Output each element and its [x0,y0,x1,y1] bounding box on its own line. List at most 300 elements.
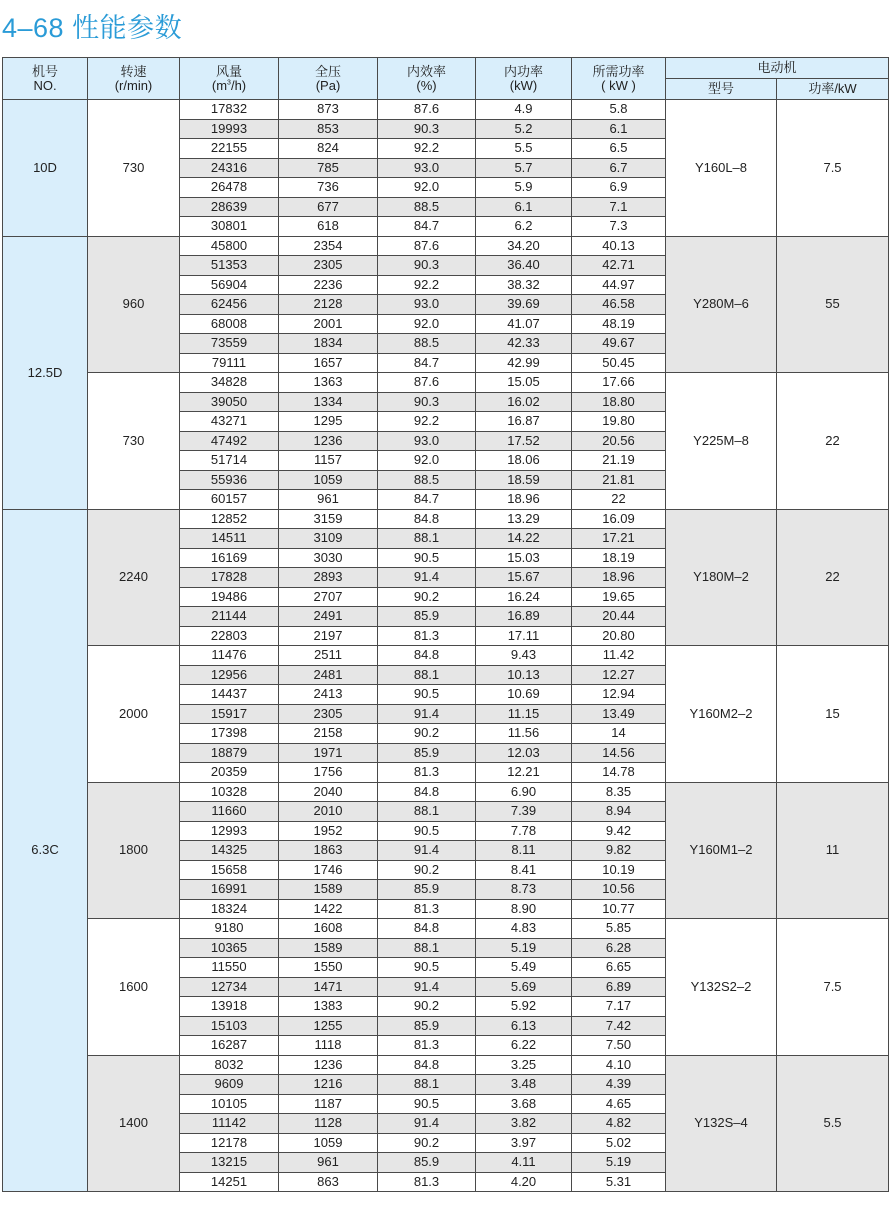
internal-power-cell: 15.67 [476,568,572,588]
efficiency-cell: 85.9 [378,880,476,900]
internal-power-cell: 34.20 [476,236,572,256]
pressure-cell: 1157 [279,451,378,471]
speed-cell: 2000 [88,646,180,783]
required-power-cell: 5.85 [572,919,666,939]
flow-cell: 16991 [180,880,279,900]
header-pressure: 全压 (Pa) [279,58,378,100]
required-power-cell: 6.65 [572,958,666,978]
pressure-cell: 1971 [279,743,378,763]
pressure-cell: 2481 [279,665,378,685]
required-power-cell: 21.19 [572,451,666,471]
flow-cell: 14437 [180,685,279,705]
efficiency-cell: 85.9 [378,743,476,763]
efficiency-cell: 91.4 [378,977,476,997]
flow-cell: 28639 [180,197,279,217]
internal-power-cell: 8.11 [476,841,572,861]
speed-cell: 730 [88,373,180,510]
pressure-cell: 677 [279,197,378,217]
internal-power-cell: 6.13 [476,1016,572,1036]
required-power-cell: 42.71 [572,256,666,276]
required-power-cell: 18.19 [572,548,666,568]
efficiency-cell: 87.6 [378,373,476,393]
table-row [3,1055,889,1075]
efficiency-cell: 81.3 [378,763,476,783]
pressure-cell: 1255 [279,1016,378,1036]
efficiency-cell: 90.3 [378,256,476,276]
flow-cell: 17398 [180,724,279,744]
internal-power-cell: 7.39 [476,802,572,822]
required-power-cell: 6.7 [572,158,666,178]
header-motor-power: 功率/kW [777,79,889,100]
required-power-cell: 12.27 [572,665,666,685]
internal-power-cell: 18.96 [476,490,572,510]
required-power-cell: 21.81 [572,470,666,490]
flow-cell: 12852 [180,509,279,529]
flow-cell: 22155 [180,139,279,159]
header-required-power: 所需功率 ( kW ) [572,58,666,100]
flow-cell: 12993 [180,821,279,841]
required-power-cell: 20.56 [572,431,666,451]
efficiency-cell: 90.2 [378,587,476,607]
required-power-cell: 44.97 [572,275,666,295]
pressure-cell: 824 [279,139,378,159]
pressure-cell: 3030 [279,548,378,568]
efficiency-cell: 81.3 [378,626,476,646]
header-motor-type: 型号 [666,79,777,100]
internal-power-cell: 3.68 [476,1094,572,1114]
internal-power-cell: 6.1 [476,197,572,217]
efficiency-cell: 81.3 [378,899,476,919]
flow-cell: 55936 [180,470,279,490]
pressure-cell: 2236 [279,275,378,295]
pressure-cell: 2893 [279,568,378,588]
internal-power-cell: 5.92 [476,997,572,1017]
pressure-cell: 1334 [279,392,378,412]
required-power-cell: 19.80 [572,412,666,432]
efficiency-cell: 92.0 [378,178,476,198]
internal-power-cell: 4.20 [476,1172,572,1192]
page-title: 4–68 性能参数 [2,13,183,43]
pressure-cell: 2040 [279,782,378,802]
efficiency-cell: 84.8 [378,1055,476,1075]
pressure-cell: 1236 [279,1055,378,1075]
flow-cell: 60157 [180,490,279,510]
efficiency-cell: 88.5 [378,197,476,217]
flow-cell: 13215 [180,1153,279,1173]
internal-power-cell: 10.13 [476,665,572,685]
internal-power-cell: 4.9 [476,100,572,120]
fan-model-cell: 12.5D [3,236,88,509]
table-row [3,509,889,529]
required-power-cell: 5.31 [572,1172,666,1192]
flow-cell: 17828 [180,568,279,588]
required-power-cell: 14.56 [572,743,666,763]
motor-power-cell: 55 [777,236,889,373]
internal-power-cell: 15.05 [476,373,572,393]
internal-power-cell: 9.43 [476,646,572,666]
efficiency-cell: 90.2 [378,860,476,880]
internal-power-cell: 11.15 [476,704,572,724]
internal-power-cell: 5.69 [476,977,572,997]
efficiency-cell: 93.0 [378,295,476,315]
pressure-cell: 1589 [279,938,378,958]
efficiency-cell: 85.9 [378,1153,476,1173]
motor-power-cell: 15 [777,646,889,783]
required-power-cell: 9.42 [572,821,666,841]
internal-power-cell: 16.89 [476,607,572,627]
internal-power-cell: 11.56 [476,724,572,744]
efficiency-cell: 87.6 [378,100,476,120]
flow-cell: 68008 [180,314,279,334]
efficiency-cell: 92.2 [378,139,476,159]
efficiency-cell: 85.9 [378,607,476,627]
header-flow: 风量 $(m^3/h)$ [180,58,279,100]
speed-cell: 2240 [88,509,180,646]
efficiency-cell: 84.7 [378,490,476,510]
flow-cell: 17832 [180,100,279,120]
flow-cell: 16169 [180,548,279,568]
speed-cell: 960 [88,236,180,373]
pressure-cell: 2707 [279,587,378,607]
table-row [3,373,889,393]
flow-cell: 19486 [180,587,279,607]
pressure-cell: 1059 [279,1133,378,1153]
flow-cell: 10365 [180,938,279,958]
motor-power-cell: 11 [777,782,889,919]
internal-power-cell: 16.87 [476,412,572,432]
pressure-cell: 1187 [279,1094,378,1114]
table-body [3,100,889,1192]
internal-power-cell: 17.52 [476,431,572,451]
speed-cell: 1800 [88,782,180,919]
flow-cell: 24316 [180,158,279,178]
motor-type-cell: Y280M–6 [666,236,777,373]
efficiency-cell: 84.8 [378,646,476,666]
internal-power-cell: 5.9 [476,178,572,198]
motor-type-cell: Y160L–8 [666,100,777,237]
efficiency-cell: 88.5 [378,470,476,490]
internal-power-cell: 12.21 [476,763,572,783]
pressure-cell: 1863 [279,841,378,861]
pressure-cell: 1746 [279,860,378,880]
flow-cell: 12734 [180,977,279,997]
motor-power-cell: 7.5 [777,100,889,237]
efficiency-cell: 92.0 [378,314,476,334]
pressure-cell: 961 [279,1153,378,1173]
internal-power-cell: 5.2 [476,119,572,139]
efficiency-cell: 91.4 [378,568,476,588]
pressure-cell: 1236 [279,431,378,451]
flow-cell: 12178 [180,1133,279,1153]
header-efficiency: 内效率 (%) [378,58,476,100]
required-power-cell: 7.50 [572,1036,666,1056]
pressure-cell: 1834 [279,334,378,354]
efficiency-cell: 90.2 [378,997,476,1017]
efficiency-cell: 88.1 [378,1075,476,1095]
flow-cell: 51353 [180,256,279,276]
internal-power-cell: 10.69 [476,685,572,705]
required-power-cell: 11.42 [572,646,666,666]
internal-power-cell: 18.06 [476,451,572,471]
flow-cell: 62456 [180,295,279,315]
pressure-cell: 2305 [279,256,378,276]
internal-power-cell: 3.25 [476,1055,572,1075]
internal-power-cell: 14.22 [476,529,572,549]
pressure-cell: 873 [279,100,378,120]
motor-type-cell: Y132S2–2 [666,919,777,1056]
motor-power-cell: 7.5 [777,919,889,1056]
pressure-cell: 2511 [279,646,378,666]
efficiency-cell: 88.1 [378,938,476,958]
header-speed: 转速 (r/min) [88,58,180,100]
table-row [3,919,889,939]
table-row [3,646,889,666]
internal-power-cell: 16.24 [476,587,572,607]
efficiency-cell: 84.7 [378,353,476,373]
motor-power-cell: 22 [777,373,889,510]
required-power-cell: 8.94 [572,802,666,822]
flow-cell: 11476 [180,646,279,666]
fan-model-cell: 6.3C [3,509,88,1192]
speed-cell: 730 [88,100,180,237]
pressure-cell: 2305 [279,704,378,724]
flow-cell: 13918 [180,997,279,1017]
pressure-cell: 1118 [279,1036,378,1056]
internal-power-cell: 42.33 [476,334,572,354]
efficiency-cell: 88.1 [378,529,476,549]
efficiency-cell: 90.3 [378,119,476,139]
required-power-cell: 4.65 [572,1094,666,1114]
required-power-cell: 7.1 [572,197,666,217]
required-power-cell: 4.10 [572,1055,666,1075]
required-power-cell: 14 [572,724,666,744]
pressure-cell: 1657 [279,353,378,373]
required-power-cell: 16.09 [572,509,666,529]
efficiency-cell: 92.2 [378,412,476,432]
pressure-cell: 1471 [279,977,378,997]
pressure-cell: 3109 [279,529,378,549]
internal-power-cell: 4.83 [476,919,572,939]
internal-power-cell: 5.7 [476,158,572,178]
pressure-cell: 2010 [279,802,378,822]
fan-model-cell: 10D [3,100,88,237]
internal-power-cell: 5.19 [476,938,572,958]
efficiency-cell: 90.5 [378,685,476,705]
required-power-cell: 6.9 [572,178,666,198]
header-model-no: 机号 NO. [3,58,88,100]
flow-cell: 10105 [180,1094,279,1114]
pressure-cell: 1128 [279,1114,378,1134]
internal-power-cell: 13.29 [476,509,572,529]
efficiency-cell: 90.5 [378,821,476,841]
efficiency-cell: 88.5 [378,334,476,354]
required-power-cell: 6.89 [572,977,666,997]
required-power-cell: 10.56 [572,880,666,900]
motor-type-cell: Y225M–8 [666,373,777,510]
flow-cell: 45800 [180,236,279,256]
required-power-cell: 17.66 [572,373,666,393]
flow-cell: 20359 [180,763,279,783]
pressure-cell: 618 [279,217,378,237]
flow-cell: 73559 [180,334,279,354]
efficiency-cell: 85.9 [378,1016,476,1036]
efficiency-cell: 92.2 [378,275,476,295]
efficiency-cell: 90.2 [378,724,476,744]
internal-power-cell: 6.22 [476,1036,572,1056]
required-power-cell: 4.39 [572,1075,666,1095]
required-power-cell: 8.35 [572,782,666,802]
required-power-cell: 4.82 [572,1114,666,1134]
internal-power-cell: 3.82 [476,1114,572,1134]
motor-type-cell: Y160M1–2 [666,782,777,919]
required-power-cell: 22 [572,490,666,510]
flow-cell: 30801 [180,217,279,237]
flow-cell: 9609 [180,1075,279,1095]
required-power-cell: 19.65 [572,587,666,607]
flow-cell: 51714 [180,451,279,471]
flow-cell: 26478 [180,178,279,198]
flow-cell: 14511 [180,529,279,549]
pressure-cell: 863 [279,1172,378,1192]
internal-power-cell: 6.90 [476,782,572,802]
flow-cell: 21144 [180,607,279,627]
pressure-cell: 2491 [279,607,378,627]
required-power-cell: 49.67 [572,334,666,354]
efficiency-cell: 91.4 [378,704,476,724]
required-power-cell: 5.8 [572,100,666,120]
required-power-cell: 17.21 [572,529,666,549]
flow-cell: 18324 [180,899,279,919]
internal-power-cell: 15.03 [476,548,572,568]
internal-power-cell: 7.78 [476,821,572,841]
flow-cell: 10328 [180,782,279,802]
pressure-cell: 736 [279,178,378,198]
internal-power-cell: 3.97 [476,1133,572,1153]
efficiency-cell: 87.6 [378,236,476,256]
flow-cell: 15658 [180,860,279,880]
efficiency-cell: 90.2 [378,1133,476,1153]
required-power-cell: 7.3 [572,217,666,237]
flow-cell: 8032 [180,1055,279,1075]
internal-power-cell: 8.73 [476,880,572,900]
efficiency-cell: 93.0 [378,431,476,451]
flow-cell: 39050 [180,392,279,412]
internal-power-cell: 6.2 [476,217,572,237]
flow-cell: 15103 [180,1016,279,1036]
efficiency-cell: 81.3 [378,1036,476,1056]
pressure-cell: 2413 [279,685,378,705]
efficiency-cell: 91.4 [378,841,476,861]
required-power-cell: 5.19 [572,1153,666,1173]
internal-power-cell: 39.69 [476,295,572,315]
motor-type-cell: Y160M2–2 [666,646,777,783]
efficiency-cell: 93.0 [378,158,476,178]
motor-type-cell: Y132S–4 [666,1055,777,1192]
pressure-cell: 1589 [279,880,378,900]
internal-power-cell: 38.32 [476,275,572,295]
internal-power-cell: 17.11 [476,626,572,646]
internal-power-cell: 12.03 [476,743,572,763]
required-power-cell: 6.5 [572,139,666,159]
flow-cell: 11550 [180,958,279,978]
required-power-cell: 20.80 [572,626,666,646]
required-power-cell: 6.1 [572,119,666,139]
flow-cell: 56904 [180,275,279,295]
required-power-cell: 9.82 [572,841,666,861]
required-power-cell: 5.02 [572,1133,666,1153]
flow-cell: 18879 [180,743,279,763]
efficiency-cell: 81.3 [378,1172,476,1192]
pressure-cell: 1363 [279,373,378,393]
required-power-cell: 18.80 [572,392,666,412]
flow-cell: 14325 [180,841,279,861]
efficiency-cell: 90.5 [378,1094,476,1114]
internal-power-cell: 18.59 [476,470,572,490]
pressure-cell: 1422 [279,899,378,919]
pressure-cell: 1550 [279,958,378,978]
motor-type-cell: Y180M–2 [666,509,777,646]
speed-cell: 1600 [88,919,180,1056]
pressure-cell: 1608 [279,919,378,939]
flow-cell: 47492 [180,431,279,451]
required-power-cell: 13.49 [572,704,666,724]
efficiency-cell: 84.8 [378,782,476,802]
required-power-cell: 20.44 [572,607,666,627]
table-row [3,100,889,120]
required-power-cell: 12.94 [572,685,666,705]
pressure-cell: 961 [279,490,378,510]
internal-power-cell: 5.49 [476,958,572,978]
internal-power-cell: 36.40 [476,256,572,276]
required-power-cell: 46.58 [572,295,666,315]
pressure-cell: 2128 [279,295,378,315]
internal-power-cell: 42.99 [476,353,572,373]
flow-cell: 12956 [180,665,279,685]
speed-cell: 1400 [88,1055,180,1192]
flow-cell: 11142 [180,1114,279,1134]
pressure-cell: 1952 [279,821,378,841]
pressure-cell: 1295 [279,412,378,432]
pressure-cell: 2001 [279,314,378,334]
pressure-cell: 785 [279,158,378,178]
flow-cell: 43271 [180,412,279,432]
flow-cell: 11660 [180,802,279,822]
header-internal-power: 内功率 (kW) [476,58,572,100]
efficiency-cell: 90.5 [378,958,476,978]
pressure-cell: 853 [279,119,378,139]
required-power-cell: 50.45 [572,353,666,373]
pressure-cell: 1383 [279,997,378,1017]
efficiency-cell: 90.3 [378,392,476,412]
flow-cell: 9180 [180,919,279,939]
efficiency-cell: 91.4 [378,1114,476,1134]
internal-power-cell: 4.11 [476,1153,572,1173]
pressure-cell: 3159 [279,509,378,529]
required-power-cell: 7.17 [572,997,666,1017]
motor-power-cell: 22 [777,509,889,646]
flow-cell: 15917 [180,704,279,724]
internal-power-cell: 41.07 [476,314,572,334]
header-motor: 电动机 [666,58,889,79]
table-row [3,782,889,802]
pressure-cell: 2158 [279,724,378,744]
table-row [3,236,889,256]
flow-cell: 19993 [180,119,279,139]
required-power-cell: 40.13 [572,236,666,256]
pressure-cell: 2354 [279,236,378,256]
required-power-cell: 48.19 [572,314,666,334]
flow-cell: 34828 [180,373,279,393]
